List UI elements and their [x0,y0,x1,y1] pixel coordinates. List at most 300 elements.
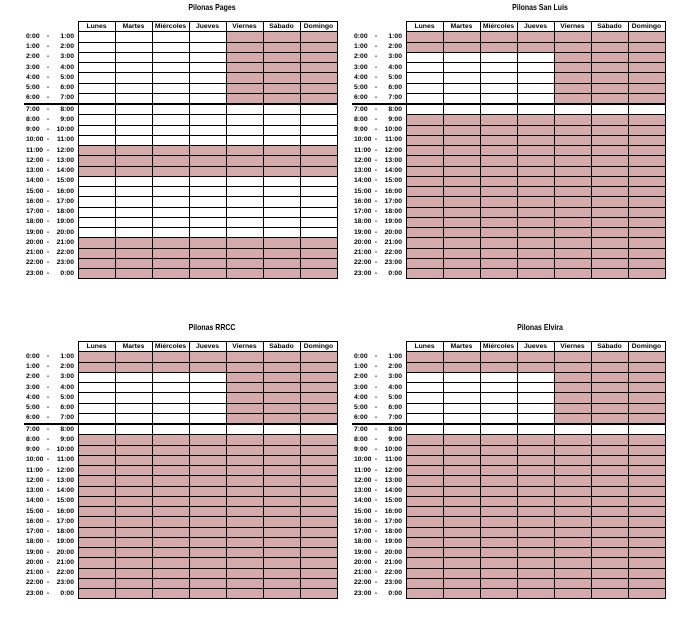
schedule-cell-active [263,32,300,42]
hour-label [352,476,406,486]
hour-label [24,517,78,527]
hour-label [352,558,406,568]
hour-start: 17:00 [354,528,372,536]
schedule-cell-inactive [189,187,226,197]
schedule-cell-active [300,507,337,517]
schedule-cell-inactive [78,63,115,73]
schedule-cell-inactive [517,372,554,382]
header-blank [24,342,78,352]
schedule-cell-active [480,207,517,217]
day-header: Martes [115,342,152,352]
hour-row [24,362,337,372]
schedule-cell-active [554,156,591,166]
schedule-cell-active [263,413,300,424]
day-header: Jueves [517,22,554,32]
hour-end: 7:00 [388,94,402,102]
schedule-cell-inactive [517,413,554,424]
schedule-cell-active [628,238,665,248]
schedule-cell-inactive [189,104,226,115]
hour-start: 4:00 [26,73,40,81]
schedule-cell-active [480,135,517,145]
hour-dash: - [46,373,50,381]
hour-row [24,578,337,588]
schedule-cell-active [406,558,443,568]
schedule-cell-active [628,445,665,455]
hour-label [352,403,406,413]
schedule-cell-inactive [189,393,226,403]
schedule-cell-active [115,258,152,268]
schedule-cell-active [443,238,480,248]
hour-start: 23:00 [26,269,44,277]
hour-row [352,115,665,125]
schedule-cell-inactive [517,104,554,115]
schedule-cell-active [443,568,480,578]
schedule-cell-active [517,496,554,506]
hour-dash: - [374,187,378,195]
hour-end: 3:00 [60,53,74,61]
schedule-cell-inactive [152,197,189,207]
hour-end: 8:00 [60,105,74,113]
schedule-cell-active [226,548,263,558]
hour-label [352,435,406,445]
schedule-cell-inactive [517,63,554,73]
schedule-cell-active [517,42,554,52]
hour-label [352,32,406,42]
schedule-cell-active [443,187,480,197]
schedule-cell-active [78,527,115,537]
schedule-cell-active [406,578,443,588]
hour-start: 10:00 [26,136,44,144]
schedule-cell-active [226,578,263,588]
schedule-cell-active [517,558,554,568]
schedule-cell-active [591,187,628,197]
schedule-cell-active [517,248,554,258]
schedule-cell-inactive [406,413,443,424]
schedule-cell-active [628,63,665,73]
hour-end: 8:00 [388,425,402,433]
schedule-cell-active [189,558,226,568]
hour-end: 20:00 [384,228,402,236]
hour-start: 12:00 [354,156,372,164]
hour-end: 18:00 [56,528,74,536]
schedule-cell-inactive [152,93,189,104]
schedule-cell-active [226,352,263,362]
schedule-cell-inactive [300,207,337,217]
hour-label [352,258,406,268]
schedule-cell-inactive [406,83,443,93]
hour-dash: - [46,435,50,443]
hour-row [352,93,665,104]
hour-label [352,507,406,517]
hour-start: 18:00 [26,538,44,546]
hour-start: 3:00 [26,383,40,391]
schedule-cell-active [152,238,189,248]
hour-end: 2:00 [60,363,74,371]
hour-label [24,424,78,435]
schedule-cell-active [554,537,591,547]
schedule-cell-active [263,372,300,382]
schedule-cell-active [628,558,665,568]
hour-label [24,269,78,279]
schedule-cell-active [591,269,628,279]
schedule-cell-active [554,517,591,527]
schedule-cell-active [406,248,443,258]
day-header: Miércoles [152,22,189,32]
hour-start: 6:00 [354,414,368,422]
schedule-cell-active [152,589,189,599]
schedule-cell-active [152,558,189,568]
hour-end: 5:00 [388,73,402,81]
schedule-cell-active [115,362,152,372]
hour-end: 17:00 [56,197,74,205]
schedule-cell-inactive [152,104,189,115]
schedule-cell-inactive [443,393,480,403]
schedule-cell-active [300,383,337,393]
schedule-cell-active [443,435,480,445]
schedule-cell-inactive [226,197,263,207]
schedule-cell-inactive [406,424,443,435]
schedule-cell-active [443,527,480,537]
schedule-cell-active [263,589,300,599]
schedule-cell-active [591,445,628,455]
hour-end: 12:00 [384,466,402,474]
schedule-cell-active [406,135,443,145]
schedule-cell-active [554,83,591,93]
schedule-cell-active [226,589,263,599]
schedule-cell-active [406,125,443,135]
schedule-cell-active [226,63,263,73]
schedule-cell-active [300,248,337,258]
hour-end: 12:00 [56,146,74,154]
hour-end: 14:00 [384,487,402,495]
hour-start: 9:00 [26,126,40,134]
hour-start: 12:00 [26,156,44,164]
schedule-cell-active [554,63,591,73]
schedule-cell-active [480,435,517,445]
schedule-cell-active [115,455,152,465]
schedule-cell-inactive [226,115,263,125]
hour-end: 11:00 [56,456,74,464]
schedule-cell-active [591,217,628,227]
schedule-cell-inactive [115,228,152,238]
hour-row [352,146,665,156]
schedule-cell-inactive [554,104,591,115]
hour-dash: - [46,383,50,391]
hour-dash: - [374,497,378,505]
day-header: Lunes [406,342,443,352]
hour-end: 22:00 [56,569,74,577]
hour-start: 7:00 [26,105,40,113]
hour-start: 21:00 [26,249,44,257]
schedule-cell-inactive [300,125,337,135]
hour-row [24,589,337,599]
hour-start: 19:00 [354,548,372,556]
schedule-cell-inactive [78,115,115,125]
schedule-cell-active [189,548,226,558]
day-header: Sábado [263,342,300,352]
hour-end: 16:00 [56,507,74,515]
schedule-cell-active [517,435,554,445]
schedule-cell-active [226,166,263,176]
schedule-cell-active [115,146,152,156]
schedule-cell-active [517,445,554,455]
schedule-cell-inactive [406,403,443,413]
schedule-cell-active [517,568,554,578]
schedule-cell-inactive [263,176,300,186]
hour-start: 17:00 [26,528,44,536]
hour-start: 9:00 [354,446,368,454]
schedule-cell-active [591,362,628,372]
hour-label [24,578,78,588]
schedule-cell-active [189,589,226,599]
schedule-cell-active [263,507,300,517]
hour-row [24,83,337,93]
schedule-cell-active [591,176,628,186]
hour-end: 7:00 [60,414,74,422]
schedule-cell-active [554,146,591,156]
schedule-cell-inactive [115,115,152,125]
hour-label [352,362,406,372]
schedule-cell-inactive [443,383,480,393]
schedule-cell-active [406,187,443,197]
schedule-cell-inactive [406,73,443,83]
schedule-cell-inactive [443,372,480,382]
schedule-cell-active [78,486,115,496]
hour-row [24,269,337,279]
hour-label [352,207,406,217]
hour-start: 0:00 [354,352,368,360]
schedule-cell-active [115,466,152,476]
hour-start: 6:00 [26,94,40,102]
day-header: Martes [443,22,480,32]
schedule-cell-active [263,486,300,496]
hour-dash: - [374,238,378,246]
schedule-cell-active [406,435,443,445]
hour-dash: - [46,197,50,205]
hour-dash: - [374,507,378,515]
schedule-cell-inactive [152,207,189,217]
hour-label [24,507,78,517]
schedule-cell-active [226,435,263,445]
hour-dash: - [46,105,50,113]
hour-label [24,217,78,227]
schedule-cell-inactive [226,187,263,197]
hour-dash: - [374,43,378,51]
schedule-cell-active [78,507,115,517]
schedule-cell-active [591,455,628,465]
schedule-cell-inactive [152,125,189,135]
hour-label [24,383,78,393]
schedule-cell-inactive [78,176,115,186]
hour-label [24,466,78,476]
schedule-cell-active [628,135,665,145]
schedule-cell-active [406,455,443,465]
hour-label [24,527,78,537]
hour-start: 3:00 [26,63,40,71]
schedule-cell-active [152,455,189,465]
schedule-cell-active [263,52,300,62]
schedule-cell-active [628,146,665,156]
schedule-cell-active [189,568,226,578]
hour-label [352,372,406,382]
schedule-cell-inactive [189,32,226,42]
schedule-cell-active [226,269,263,279]
hour-end: 16:00 [384,187,402,195]
hour-label [352,238,406,248]
schedule-cell-inactive [480,372,517,382]
schedule-panel-san-luis [352,0,668,316]
schedule-cell-active [517,146,554,156]
hour-end: 18:00 [384,528,402,536]
schedule-cell-active [300,413,337,424]
schedule-cell-inactive [189,63,226,73]
schedule-cell-active [263,269,300,279]
schedule-cell-active [591,83,628,93]
hour-end: 0:00 [388,269,402,277]
schedule-cell-inactive [78,187,115,197]
schedule-cell-active [78,146,115,156]
schedule-cell-inactive [189,228,226,238]
schedule-cell-inactive [78,207,115,217]
hour-row [352,156,665,166]
schedule-cell-inactive [189,383,226,393]
schedule-cell-active [517,197,554,207]
hour-end: 6:00 [388,84,402,92]
schedule-cell-active [554,527,591,537]
schedule-cell-active [443,476,480,486]
schedule-cell-active [406,238,443,248]
hour-row [352,424,665,435]
schedule-cell-active [517,228,554,238]
hour-start: 15:00 [26,187,44,195]
schedule-cell-active [554,207,591,217]
schedule-cell-active [406,496,443,506]
schedule-cell-active [189,517,226,527]
hour-dash: - [46,146,50,154]
schedule-cell-active [628,93,665,104]
hour-dash: - [46,352,50,360]
hour-label [352,383,406,393]
hour-dash: - [46,94,50,102]
day-header: Domingo [628,342,665,352]
schedule-cell-active [78,362,115,372]
hour-label [24,568,78,578]
schedule-cell-active [263,517,300,527]
hour-row [24,424,337,435]
hour-dash: - [46,579,50,587]
schedule-cell-active [591,372,628,382]
schedule-cell-active [78,589,115,599]
schedule-cell-active [300,578,337,588]
schedule-cell-active [554,558,591,568]
hour-label [352,466,406,476]
hour-row [352,258,665,268]
hour-start: 0:00 [354,32,368,40]
schedule-cell-inactive [517,73,554,83]
hour-label [352,176,406,186]
hour-row [352,197,665,207]
schedule-cell-active [480,248,517,258]
hour-label [24,32,78,42]
schedule-cell-active [115,507,152,517]
hour-row [352,83,665,93]
schedule-cell-active [628,413,665,424]
hour-end: 16:00 [56,187,74,195]
schedule-cell-active [300,435,337,445]
day-header: Jueves [189,342,226,352]
schedule-cell-active [591,115,628,125]
schedule-cell-active [226,507,263,517]
schedule-cell-inactive [480,383,517,393]
hour-row [24,248,337,258]
schedule-cell-inactive [189,83,226,93]
hour-start: 22:00 [354,259,372,267]
hour-row [24,558,337,568]
schedule-cell-inactive [517,93,554,104]
hour-dash: - [46,167,50,175]
hour-label [24,73,78,83]
schedule-cell-inactive [443,424,480,435]
hour-row [352,455,665,465]
day-header: Jueves [517,342,554,352]
schedule-cell-active [263,238,300,248]
hour-row [352,517,665,527]
schedule-cell-inactive [115,104,152,115]
schedule-cell-active [300,517,337,527]
schedule-cell-active [443,486,480,496]
hour-row [24,135,337,145]
hour-dash: - [46,456,50,464]
schedule-cell-active [443,156,480,166]
schedule-cell-active [115,156,152,166]
schedule-cell-inactive [263,424,300,435]
schedule-cell-active [480,445,517,455]
schedule-cell-active [591,578,628,588]
schedule-cell-active [480,517,517,527]
hour-end: 6:00 [60,84,74,92]
day-header: Jueves [189,22,226,32]
schedule-cell-active [406,507,443,517]
hour-start: 1:00 [26,43,40,51]
hour-end: 23:00 [384,259,402,267]
hour-start: 21:00 [354,569,372,577]
schedule-cell-inactive [152,52,189,62]
schedule-cell-active [517,176,554,186]
schedule-cell-active [263,466,300,476]
schedule-cell-active [300,568,337,578]
day-header: Sábado [591,22,628,32]
schedule-cell-active [189,578,226,588]
schedule-cell-active [78,435,115,445]
hour-end: 6:00 [388,404,402,412]
schedule-cell-active [591,527,628,537]
schedule-cell-active [628,537,665,547]
hour-row [24,176,337,186]
schedule-cell-active [443,115,480,125]
schedule-cell-inactive [115,197,152,207]
hour-row [24,125,337,135]
hour-row [352,135,665,145]
hour-dash: - [46,558,50,566]
hour-row [352,537,665,547]
schedule-cell-active [591,435,628,445]
schedule-cell-active [115,445,152,455]
hour-dash: - [374,177,378,185]
schedule-cell-active [78,258,115,268]
schedule-cell-active [628,83,665,93]
hour-dash: - [374,393,378,401]
schedule-cell-inactive [554,424,591,435]
